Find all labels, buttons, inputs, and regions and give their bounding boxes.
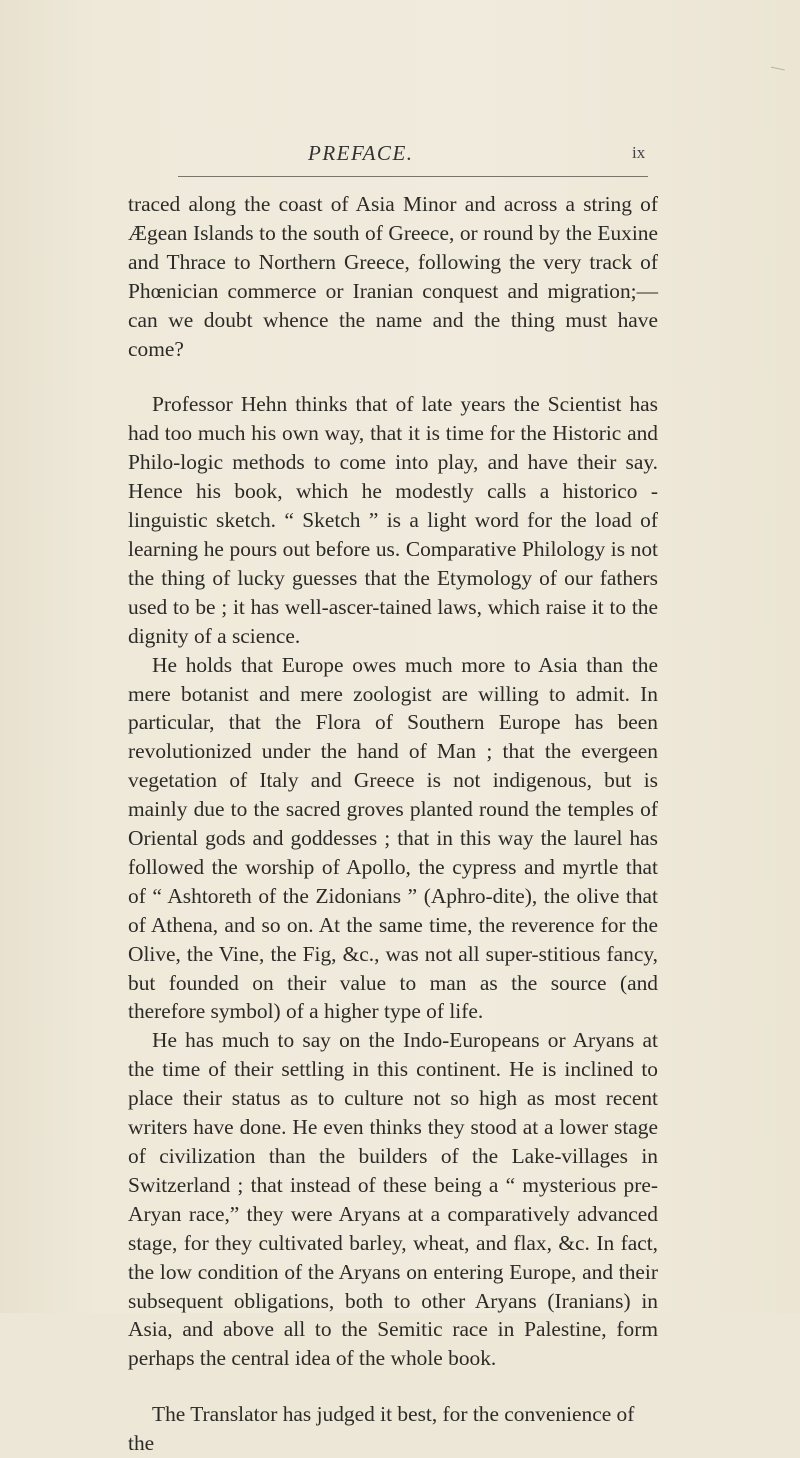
body-text	[128, 190, 658, 1458]
paragraph-translator: The Translator has judged it best, for the convenience of the	[128, 1402, 635, 1456]
paragraph-aryans: He has much to say on the Indo-Europeans or Aryans at the time of their settling in this continent. He is inclined to place their status as to culture not so high as most recent writers have done. He even thinks they stood at a lower stage of civilization than the builders of the Lake-villages in Switzerland ; that instead of these being a “ mysterious pre-Aryan race,” they were Aryans at a comparatively advanced stage, for they cultivated barley, wheat, and flax, &c. In fact, the low condition of the Aryans on entering Europe, and their subsequent obligations, both to other Aryans (Iranians) in Asia, and above all to the Semitic race in Palestine, form perhaps the central idea of the whole book.	[128, 1028, 658, 1371]
header-rule	[178, 176, 648, 177]
paragraph-continuation: traced along the coast of Asia Minor and across a string of Ægean Islands to the south of Greece, or round by the Euxine and Thrace to Northern Greece, following the very track of Phœnician commerce or Iranian conquest and migration;—can we doubt whence the name and the thing must have come?	[128, 192, 658, 361]
running-head: PREFACE.	[308, 141, 414, 165]
page-number: ix	[632, 143, 646, 162]
paragraph-hehn-method: Professor Hehn thinks that of late years the Scientist has had too much his own way, that it is time for the Historic and Philo-logic methods to come into play, and have their say. Hence his book, which he modestly calls a historico - linguistic sketch. “ Sketch ” is a light word for the load of learning he pours out before us. Comparative Philology is not the thing of lucky guesses that the Etymology of our fathers used to be ; it has well-ascer-tained laws, which raise it to the dignity of a science.	[128, 392, 658, 648]
page-crease-mark	[769, 67, 785, 79]
paragraph-flora: He holds that Europe owes much more to Asia than the mere botanist and mere zoologist are willing to admit. In particular, that the Flora of Southern Europe has been revolutionized under the hand of Man ; that the evergeen vegetation of Italy and Greece is not indigenous, but is mainly due to the sacred groves planted round the temples of Oriental gods and goddesses ; that in this way the laurel has followed the worship of Apollo, the cypress and myrtle that of “ Ashtoreth of the Zidonians ” (Aphro-dite), the olive that of Athena, and so on. At the same time, the reverence for the Olive, the Vine, the Fig, &c., was not all super-stitious fancy, but founded on their value to man as the source (and therefore symbol) of a higher type of life.	[128, 652, 658, 1024]
